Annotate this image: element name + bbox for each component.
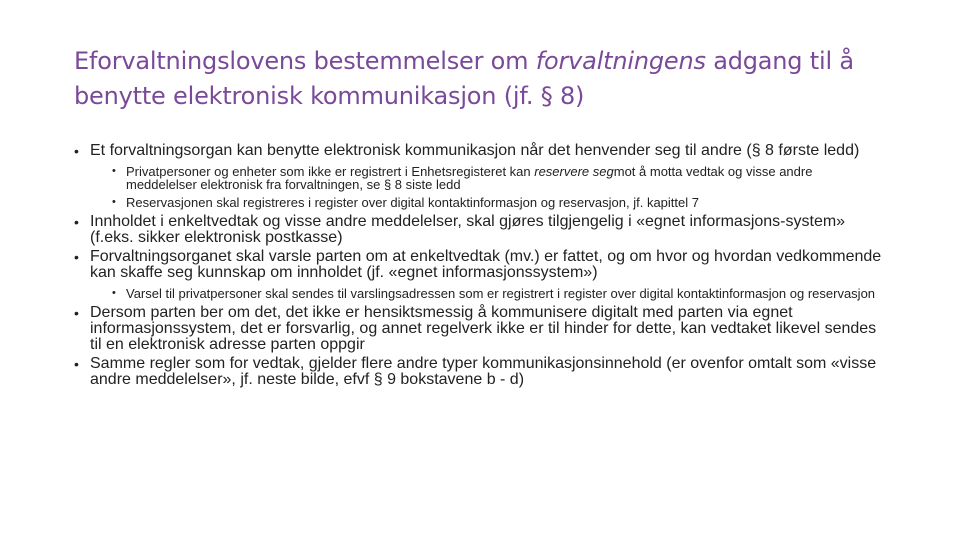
bullet-list <box>74 143 884 388</box>
bullet-text-5: Samme regler som for vedtak, gjelder flere andre typer kommunikasjonsinnehold (er ovenfor omtalt som «visse andre meddelelser», jf. neste bilde, efvf § 9 bokstavene b - d) <box>90 355 877 388</box>
sub-bullet-item-1-2 <box>112 196 884 209</box>
sub-bullet-list-1 <box>90 165 884 209</box>
bullet-text-1: Et forvaltningsorgan kan benytte elektronisk kommunikasjon når det henvender seg til andre (§ 8 første ledd) <box>90 142 860 159</box>
title-italic: forvaltningens <box>535 47 706 75</box>
bullet-text-3: Forvaltningsorganet skal varsle parten om at enkeltvedtak (mv.) er fattet, og om hvor og hvordan vedkommende kan skaffe seg kunnskap om innholdet (jf. «egnet informasjonssystem») <box>90 248 882 281</box>
sub-bullet-italic-1-1: reservere seg <box>534 164 614 179</box>
title-part-2: adgang til å benytte elektronisk kommunikasjon (jf. § 8) <box>74 47 854 110</box>
sub-bullet-item-1-1 <box>112 165 884 191</box>
sub-bullet-item-3-1 <box>112 287 884 300</box>
sub-bullet-text-1-1b: mot å motta vedtak og visse andre meddelelser elektronisk fra forvaltningen, se § 8 siste ledd <box>126 164 813 192</box>
sub-bullet-list-3 <box>90 287 884 300</box>
title-part-1: Eforvaltningslovens bestemmelser om <box>74 47 536 75</box>
bullet-text-4: Dersom parten ber om det, det ikke er hensiktsmessig å kommunisere digitalt med parten via egnet informasjonssystem, det er forsvarlig, og annet regelverk ikke er til hinder for dette, kan vedtaket likevel sendes til en elektronisk adresse parten oppgir <box>90 304 877 353</box>
slide-title <box>74 44 904 114</box>
sub-bullet-text-1-2: Reservasjonen skal registreres i register over digital kontaktinformasjon og reservasjon, jf. kapittel 7 <box>126 195 699 210</box>
bullet-item-3 <box>74 249 884 300</box>
bullet-item-5 <box>74 356 884 388</box>
sub-bullet-text-1-1a: Privatpersoner og enheter som ikke er registrert i Enhetsregisteret kan <box>126 164 535 179</box>
bullet-item-1 <box>74 143 884 209</box>
sub-bullet-text-3-1: Varsel til privatpersoner skal sendes til varslingsadressen som er registrert i register over digital kontaktinformasjon og reservasjon <box>126 286 876 301</box>
bullet-text-2: Innholdet i enkeltvedtak og visse andre meddelelser, skal gjøres tilgjengelig i «egnet informasjons-system» (f.eks. sikker elektronisk postkasse) <box>90 213 846 246</box>
bullet-item-2 <box>74 214 884 246</box>
bullet-content <box>74 143 884 391</box>
bullet-item-4 <box>74 305 884 353</box>
